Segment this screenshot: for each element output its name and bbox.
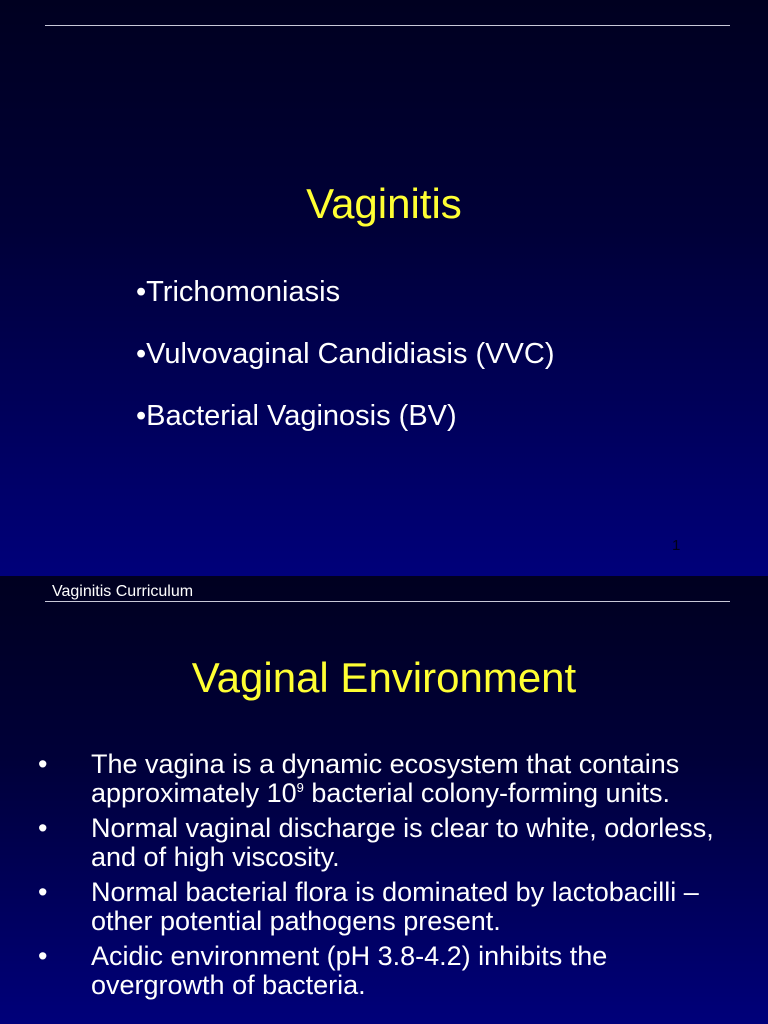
- list-item: [0, 814, 768, 872]
- list-item: •Vulvovaginal Candidiasis (VVC): [136, 338, 555, 370]
- list-item: [0, 750, 768, 808]
- page-number: 1: [672, 537, 681, 554]
- list-item: [0, 878, 768, 936]
- slide-title: Vaginitis: [306, 180, 462, 227]
- bullet-dot: •: [38, 941, 48, 971]
- bullet-text: Normal bacterial flora is dominated by lactobacilli – other potential pathogens present.: [91, 877, 699, 936]
- top-rule: [45, 601, 730, 602]
- top-rule: [45, 25, 730, 26]
- slide-vaginal-environment: [0, 576, 768, 1024]
- slide-title: Vaginal Environment: [191, 654, 577, 701]
- bullet-text: The vagina is a dynamic ecosystem that contains approximately 10: [91, 749, 680, 808]
- curriculum-label: Vaginitis Curriculum: [52, 583, 194, 600]
- bullet-dot: •: [38, 813, 48, 843]
- bullet-list: [0, 750, 768, 1006]
- bullet-text: Normal vaginal discharge is clear to white, odorless, and of high viscosity.: [91, 813, 714, 872]
- bullet-text: Acidic environment (pH 3.8-4.2) inhibits the overgrowth of bacteria.: [91, 941, 608, 1000]
- bullet-text: bacterial colony-forming units.: [303, 778, 671, 808]
- bullet-dot: •: [38, 877, 48, 907]
- list-item: [0, 942, 768, 1000]
- list-item: •Bacterial Vaginosis (BV): [136, 400, 457, 432]
- list-item: •Trichomoniasis: [136, 276, 341, 308]
- bullet-dot: •: [38, 749, 48, 779]
- topic-list: [136, 276, 555, 462]
- superscript-exponent: 9: [296, 780, 304, 795]
